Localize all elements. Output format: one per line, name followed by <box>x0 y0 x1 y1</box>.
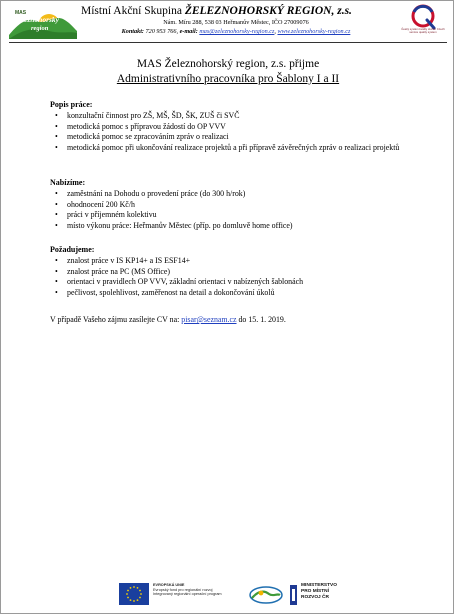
header-email-link[interactable]: mas@zeleznohorsky-region.cz <box>199 28 275 35</box>
list-item: • znalost práce na PC (MS Office) <box>55 266 171 276</box>
bullet-icon: • <box>55 266 58 276</box>
list-we-offer <box>50 189 430 231</box>
bullet-icon: • <box>55 256 58 265</box>
mas-small-logo <box>249 586 283 604</box>
eu-flag-icon <box>119 583 149 605</box>
mmr-caption <box>301 583 361 600</box>
list-item: • místo výkonu práce: Heřmanův Městec (příp. po domluvě home office) <box>55 220 293 230</box>
closing-after: do 15. 1. 2019. <box>236 315 286 324</box>
org-contact: Kontakt: 720 953 766, e-mail: mas@zeleznohorsky-region.cz, www.zeleznohorsky-region.cz <box>121 28 351 35</box>
cv-email-link[interactable]: pisar@seznam.cz <box>181 315 237 324</box>
bullet-icon: • <box>55 121 58 131</box>
bullet-icon: • <box>55 132 58 142</box>
bullet-icon: • <box>55 210 58 220</box>
headline-line1: MAS Železnohorský region, z.s. přijme <box>136 58 320 70</box>
mmr-line3: ROZVOJ ČR <box>301 594 329 600</box>
bullet-icon: • <box>55 287 58 297</box>
list-item: • znalost práce v IS KP14+ a IS ESF14+ <box>55 256 191 265</box>
bullet-icon: • <box>55 189 58 198</box>
contact-phone: 720 953 766, <box>145 28 179 35</box>
section-title-job-description: Popis práce: <box>50 100 93 109</box>
quality-caption: Český systém kvality služeb Czech service quality system <box>401 27 445 35</box>
list-item: • zaměstnání na Dohodu o provedení práce (do 300 h/rok) <box>55 189 246 198</box>
eu-line3: Integrovaný regionální operační program <box>153 592 222 597</box>
org-address: Nám. Míru 288, 538 03 Heřmanův Městec, IČO 27009076 <box>163 19 309 26</box>
mmr-line2: PRO MÍSTNÍ <box>301 588 329 594</box>
logo-left-line1: MAS <box>15 10 27 16</box>
closing-before: V případě Vašeho zájmu zasílejte CV na: <box>50 315 182 324</box>
list-item: • orientaci v pravidlech OP VVV, základní orientaci v nabízených šablonách <box>55 277 304 287</box>
list-item: • ohodnocení 200 Kč/h <box>55 199 135 209</box>
mmr-emblem-icon <box>289 583 299 607</box>
email-label: e-mail: <box>179 28 198 35</box>
org-title <box>81 5 391 18</box>
list-item: • pečlivost, spolehlivost, zaměřenost na detail a dokončování úkolů <box>55 287 275 297</box>
bullet-icon: • <box>55 111 58 120</box>
bullet-icon: • <box>55 220 58 230</box>
logo-left-line2: Železnohorský <box>14 15 59 24</box>
logo-left-line3: region <box>31 25 49 32</box>
list-item: • práci v příjemném kolektivu <box>55 210 157 220</box>
section-title-we-offer: Nabízíme: <box>50 178 86 187</box>
bullet-icon: • <box>55 142 58 152</box>
eu-line1: EVROPSKÁ UNIE <box>153 583 185 587</box>
mmr-line1: MINISTERSTVO <box>301 583 337 588</box>
list-item: • konzultační činnost pro ZŠ, MŠ, ŠD, ŠK, ZUŠ či SVČ <box>55 111 240 120</box>
org-prefix: Místní Akční Skupina <box>81 5 185 17</box>
list-requirements <box>50 256 430 298</box>
contact-label: Kontakt: <box>121 28 144 35</box>
header-web-link[interactable]: www.zeleznohorsky-region.cz <box>277 28 351 35</box>
eu-line2: Evropský fond pro regionální rozvoj <box>153 587 213 592</box>
headline-line2: Administrativního pracovníka pro Šablony I a II <box>116 73 340 85</box>
eu-caption <box>153 583 245 597</box>
list-item: • metodická pomoc při ukončování realizace projektů a při přípravě závěrečných zpráv o realizaci projektů <box>55 142 400 152</box>
list-job-description <box>50 111 430 153</box>
header-divider <box>9 42 447 43</box>
org-brand: ŽELEZNOHORSKÝ REGION, z.s. <box>184 5 352 17</box>
mas-region-logo <box>9 5 77 39</box>
section-title-requirements: Požadujeme: <box>50 245 95 254</box>
list-item: • metodická pomoc s přípravou žádostí do OP VVV <box>55 121 226 131</box>
bullet-icon: • <box>55 277 58 287</box>
list-item: • metodická pomoc se zpracováním zpráv o realizaci <box>55 132 229 142</box>
bullet-icon: • <box>55 199 58 209</box>
closing-paragraph <box>50 315 286 325</box>
